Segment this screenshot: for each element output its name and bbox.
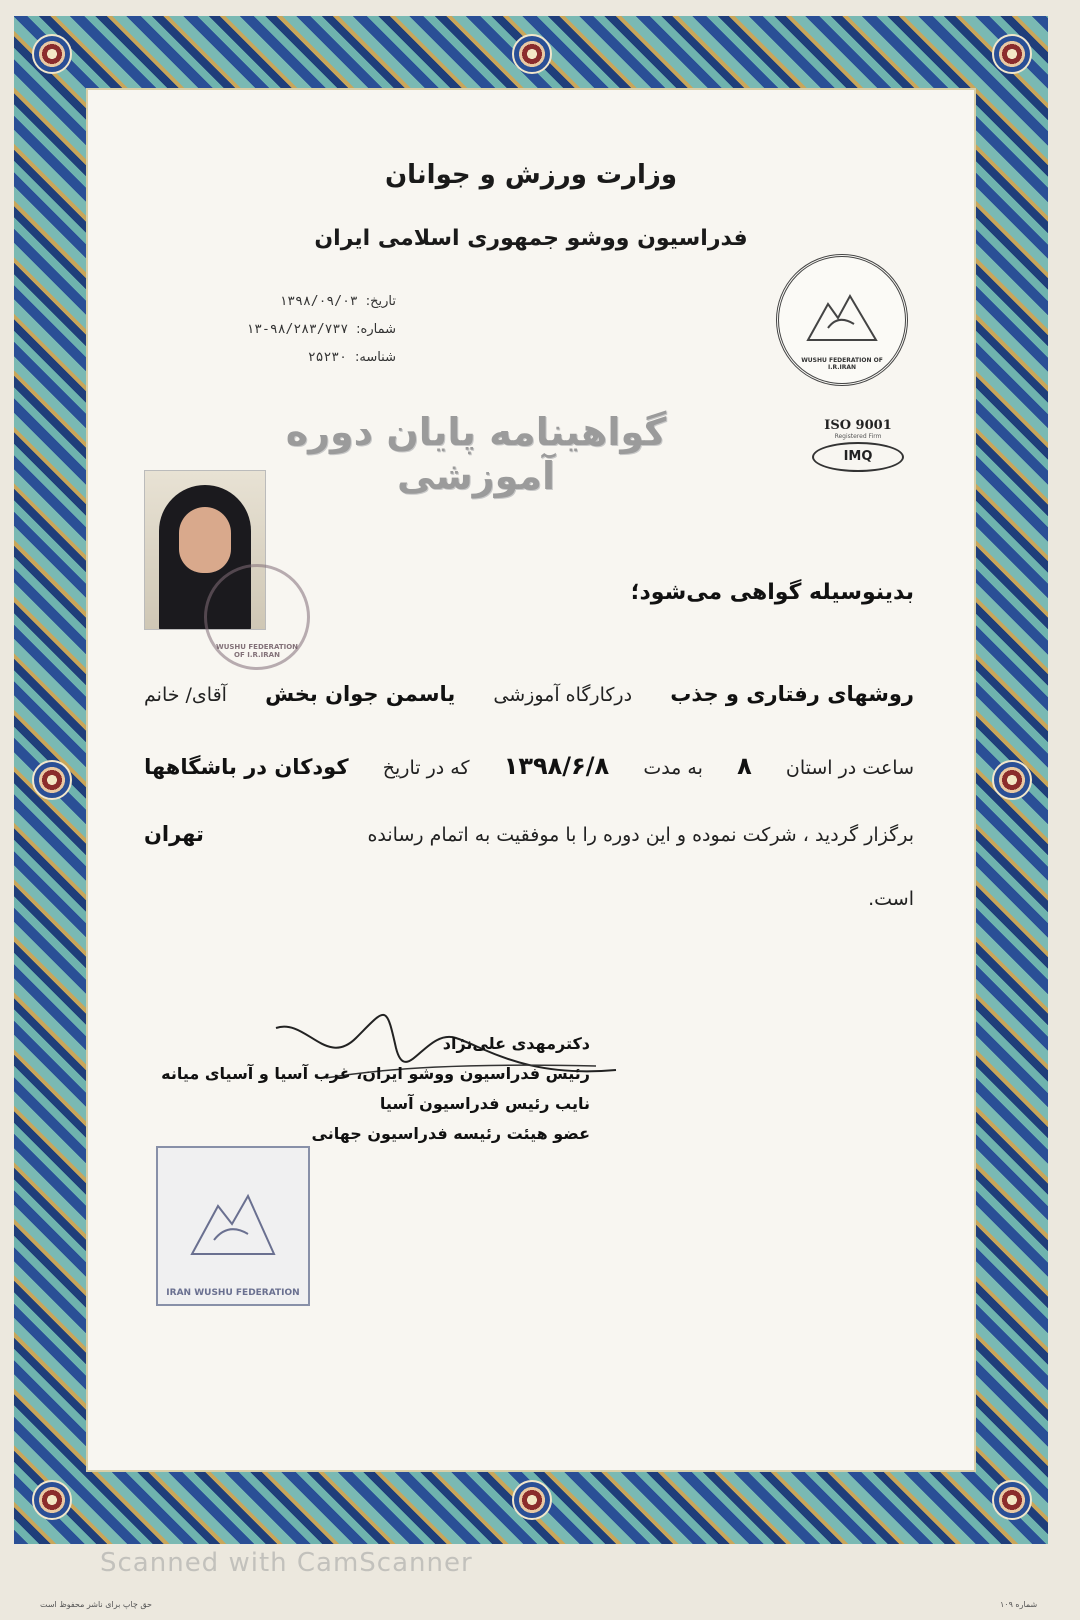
on-date: که در تاریخ — [382, 757, 470, 779]
ministry-title: وزارت ورزش و جوانان — [384, 160, 678, 190]
date-value: ۱۳۹۸/۰۹/۰۳ — [279, 294, 358, 309]
number-value: ۱۳-۹۸/۲۸۳/۷۳۷ — [246, 322, 349, 337]
iso-subtitle: Registered Firm — [834, 433, 882, 440]
id-label: شناسه: — [354, 350, 396, 365]
round-seal-text: WUSHU FEDERATION OF I.R.IRAN — [801, 357, 883, 371]
corner-rosette-icon — [992, 34, 1032, 74]
imq-logo: IMQ — [812, 442, 904, 472]
body-line-2 — [144, 752, 914, 780]
signer-title-3: عضو هیئت رئیسه فدراسیون جهانی — [311, 1124, 590, 1143]
iso-badge — [808, 418, 908, 472]
signer-title-2: نایب رئیس فدراسیون آسیا — [379, 1094, 590, 1113]
corner-rosette-icon — [32, 1480, 72, 1520]
line3-rest: برگزار گردید ، شرکت نموده و این دوره را با موفقیت به اتمام رسانده — [367, 824, 914, 846]
workshop-title-part1: روشهای رفتاری و جذب — [670, 682, 914, 706]
certificate-title: گواهینامه پایان دوره آموزشی — [285, 410, 667, 498]
border-rosette-icon — [32, 760, 72, 800]
hours-in-province: ساعت در استان — [785, 757, 914, 779]
border-rosette-icon — [512, 34, 552, 74]
workshop-title-part2: کودکان در باشگاهها — [144, 755, 349, 779]
federation-title: فدراسیون ووشو جمهوری اسلامی ایران — [314, 226, 748, 251]
body-line-3 — [144, 822, 914, 846]
photo-stamp-text: WUSHU FEDERATION OF I.R.IRAN — [215, 643, 299, 659]
meta-date — [156, 294, 396, 322]
certificate-paper — [86, 88, 976, 1472]
salutation: آقای/ خانم — [144, 684, 227, 706]
photo-face — [179, 507, 231, 573]
at-workshop: درکارگاه آموزشی — [493, 684, 633, 706]
footer-copyright: حق چاپ برای ناشر محفوظ است — [40, 1600, 152, 1609]
corner-rosette-icon — [992, 1480, 1032, 1520]
mountain-emblem-icon — [806, 290, 878, 344]
mountain-emblem-icon — [188, 1188, 278, 1260]
body-line-4 — [868, 888, 914, 910]
number-label: شماره: — [356, 322, 396, 337]
meta-id — [156, 350, 396, 378]
corner-rosette-icon — [32, 34, 72, 74]
square-seal-text: IRAN WUSHU FEDERATION — [166, 1288, 300, 1298]
federation-round-seal — [776, 254, 908, 386]
meta-number — [156, 322, 396, 350]
line4: است. — [868, 888, 914, 910]
iso-title: ISO 9001 — [824, 418, 892, 433]
course-hours: ۸ — [737, 752, 752, 780]
scanner-watermark: Scanned with CamScanner — [100, 1548, 473, 1578]
signer-name: دکترمهدی علی‌نژاد — [442, 1034, 590, 1053]
hereby-heading: بدینوسیله گواهی می‌شود؛ — [630, 580, 914, 605]
body-line-1 — [144, 682, 914, 706]
signer-title-1: رئیس فدراسیون ووشو ایران، غرب آسیا و آسیای میانه — [161, 1064, 590, 1083]
border-rosette-icon — [512, 1480, 552, 1520]
border-rosette-icon — [992, 760, 1032, 800]
course-date: ۱۳۹۸/۶/۸ — [503, 752, 610, 780]
for-duration: به مدت — [643, 757, 703, 779]
photo-stamp — [204, 564, 310, 670]
date-label: تاریخ: — [365, 294, 396, 309]
document-meta — [156, 294, 396, 378]
signer-block — [150, 1034, 590, 1154]
footer-form-number: شماره ۱۰۹ — [1000, 1600, 1038, 1609]
province: تهران — [144, 822, 204, 846]
holder-name: یاسمن جوان بخش — [265, 682, 456, 706]
federation-square-seal — [156, 1146, 310, 1306]
id-value: ۲۵۲۳۰ — [307, 350, 347, 365]
